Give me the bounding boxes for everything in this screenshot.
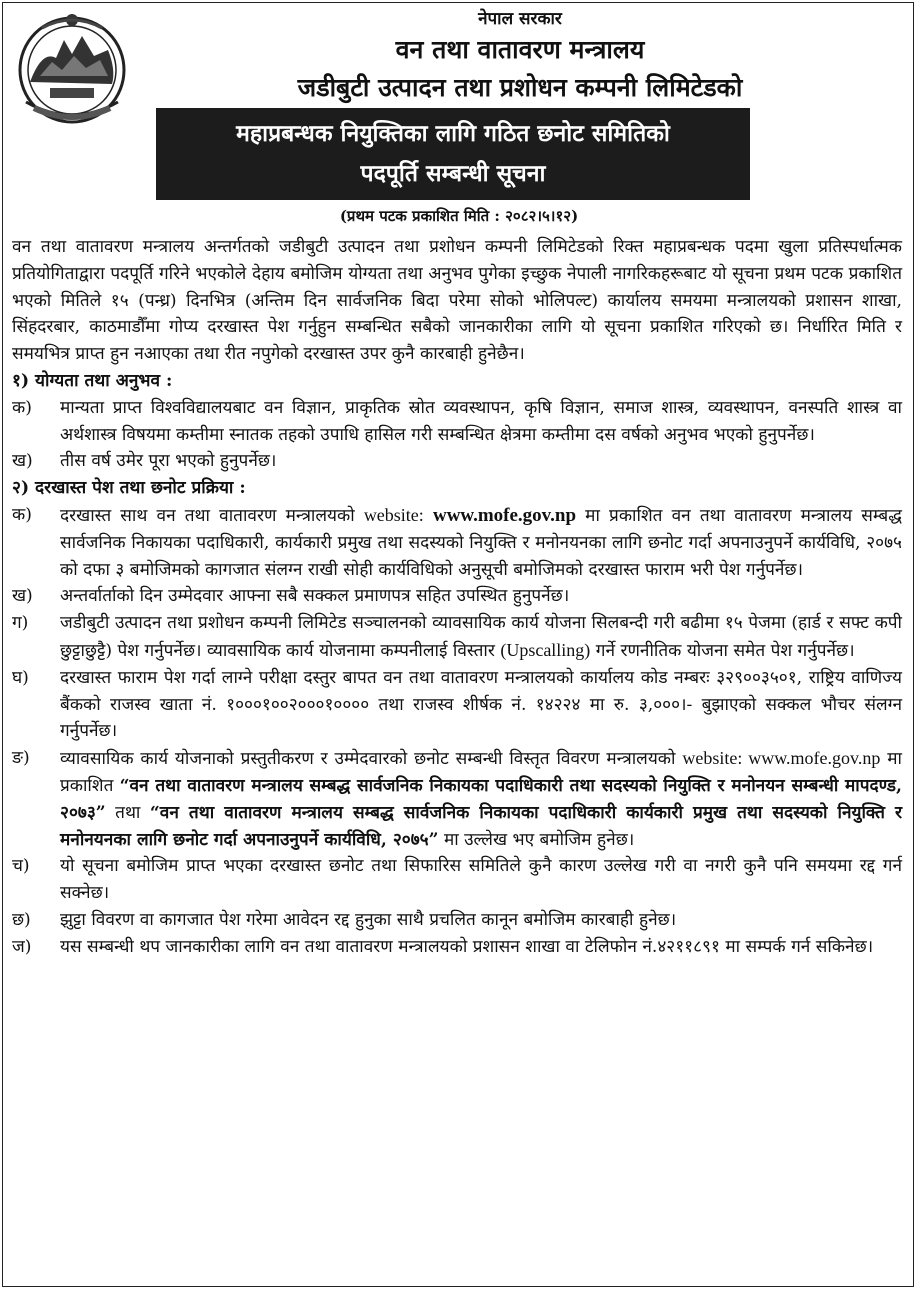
published-date: (प्रथम पटक प्रकाशित मिति : २०८२।५।१२) [339, 207, 579, 225]
notice-title-line2: पदपूर्ति सम्बन्धी सूचना [360, 160, 546, 187]
list-item [12, 448, 902, 475]
item-text: दरखास्त फाराम पेश गर्दा लाग्ने परीक्षा दस्तुर बापत वन तथा वातावरण मन्त्रालयको कार्यालय कोड नम्बरः ३२९००३५०१, राष्ट्रिय वाणिज्य बैंकको राजस्व खाता नं. १०००१००२०००१०००० तथा राजस्व शीर्षक नं. १४२२४ मा रु. ३,०००।- बुझाएको सक्कल भौचर संलग्न गर्नुपर्नेछ। [60, 667, 902, 742]
item-text: मा उल्लेख भए बमोजिम हुनेछ। [438, 829, 635, 850]
item-text: अन्तर्वार्ताको दिन उम्मेदवार आफ्ना सबै सक्कल प्रमाणपत्र सहित उपस्थित हुनुपर्नेछ। [60, 586, 570, 607]
list-item [12, 745, 902, 853]
intro-paragraph: वन तथा वातावरण मन्त्रालय अन्तर्गतको जडीबुटी उत्पादन तथा प्रशोधन कम्पनी लिमिटेडको रिक्त महाप्रबन्धक पदमा खुला प्रतिस्पर्धात्मक प्रतियोगिताद्वारा पदपूर्ति गरिने भएकोले देहाय बमोजिम योग्यता तथा अनुभव पुगेका इच्छुक नेपाली नागरिकहरूबाट यो सूचना प्रथम पटक प्रकाशित भएको मितिले १५ (पन्ध्र) दिनभित्र (अन्तिम दिन सार्वजनिक बिदा परेमा सोको भोलिपल्ट) कार्यालय समयमा मन्त्रालयको प्रशासन शाखा, सिंहदरबार, काठमाडौँमा गोप्य दरखास्त पेश गर्नुहुन सम्बन्धित सबैको जानकारीका लागि यो सूचना प्रकाशित गरिएको छ। निर्धारित मिति र समयभित्र प्राप्त हुन नआएका तथा रीत नपुगेको दरखास्त उपर कुनै कारबाही हुनेछैन। [12, 237, 902, 365]
website-word: website: [363, 504, 424, 525]
list-item [12, 853, 902, 907]
item-label: छ) [12, 909, 31, 930]
item-label: घ) [12, 667, 29, 688]
notice-body [12, 234, 902, 961]
item-label: ङ) [12, 748, 30, 769]
item-label: च) [12, 856, 30, 877]
item-text: यस सम्बन्धी थप जानकारीका लागि वन तथा वातावरण मन्त्रालयको प्रशासन शाखा वा टेलिफोन नं.४२११८९१ मा सम्पर्क गर्न सकिनेछ। [60, 936, 874, 957]
item-text: मा प्रकाशित वन तथा वातावरण मन्त्रालय सम्बद्ध सार्वजनिक निकायका पदाधिकारी, कार्यकारी प्रमुख तथा सदस्यको नियुक्ति र मनोनयनका लागि छनोट गर्दा अपनाउनुपर्ने कार्यविधि, २०७५ को दफा ३ बमोजिमको कागजात संलग्न राखी सोही कार्यविधिको अनुसूची बमोजिमको दरखास्त फाराम भरी पेश गर्नुपर्नेछ। [60, 505, 902, 580]
item-label: क) [12, 397, 32, 418]
item-label: ख) [12, 586, 33, 607]
notice-title-box [156, 108, 750, 200]
list-item [12, 502, 902, 583]
section-qualification-heading: १) योग्यता तथा अनुभव : [12, 370, 173, 391]
ministry-name: वन तथा वातावरण मन्त्रालय [395, 35, 645, 64]
item-text: झुट्टा विवरण वा कागजात पेश गरेमा आवेदन रद्द हुनुका साथै प्रचलित कानून बमोजिम कारबाही हुनेछ। [60, 909, 677, 930]
list-item [12, 665, 902, 745]
item-text: तीस वर्ष उमेर पूरा भएको हुनुपर्नेछ। [60, 451, 277, 472]
list-item [12, 395, 902, 449]
item-text: व्यावसायिक कार्य योजनाको प्रस्तुतीकरण र उम्मेदवारको छनोट सम्बन्धी विस्तृत विवरण मन्त्रालयको [60, 749, 683, 770]
item-text: मान्यता प्राप्त विश्वविद्यालयबाट वन विज्ञान, प्राकृतिक स्रोत व्यवस्थापन, कृषि विज्ञान, समाज शास्त्र, व्यवस्थापन, वनस्पति शास्त्र वा अर्थशास्त्र विषयमा कम्तीमा स्नातक तहको उपाधि हासिल गरी सम्बन्धित क्षेत्रमा कम्तीमा दस वर्षको अनुभव भएको हुनुपर्नेछ। [60, 397, 902, 445]
item-text: मा प्रकाशित [60, 749, 902, 796]
list-item [12, 583, 902, 610]
notice-title-line1: महाप्रबन्धक नियुक्तिका लागि गठित छनोट समितिको [236, 120, 670, 147]
item-label: ख) [12, 451, 33, 472]
company-name: जडीबुटी उत्पादन तथा प्रशोधन कम्पनी लिमिटेडको [297, 73, 743, 102]
item-text: दरखास्त साथ वन तथा वातावरण मन्त्रालयको [60, 505, 364, 526]
government-name: नेपाल सरकार [478, 9, 562, 29]
list-item [12, 610, 902, 665]
item-text: जडीबुटी उत्पादन तथा प्रशोधन कम्पनी लिमिटेड सञ्चालनको व्यावसायिक कार्य योजना सिलबन्दी गरी बढीमा १५ पेजमा (हार्ड र सफ्ट कपी छुट्टाछुट्टै) पेश गर्नुपर्नेछ। व्यावसायिक कार्य योजनामा कम्पनीलाई विस्तार [60, 613, 902, 661]
item-text: गर्ने रणनीतिक योजना समेत पेश गर्नुपर्नेछ। [590, 640, 855, 661]
nepal-government-emblem-icon [12, 10, 132, 132]
item-label: ज) [12, 936, 32, 957]
website-link[interactable]: website: www.mofe.gov.np [682, 748, 881, 769]
section-application-heading: २) दरखास्त पेश तथा छनोट प्रक्रिया : [12, 478, 246, 499]
item-label: ग) [12, 613, 29, 634]
item-label: क) [12, 504, 32, 525]
list-item [12, 934, 902, 961]
item-text: तथा [105, 802, 150, 823]
list-item [12, 907, 902, 934]
item-text: यो सूचना बमोजिम प्राप्त भएका दरखास्त छनोट तथा सिफारिस समितिले कुनै कारण उल्लेख गरी वा नगरी कुनै पनि समयमा रद्द गर्न सक्नेछ। [60, 856, 902, 904]
upscalling-term: (Upscalling) [500, 639, 591, 660]
website-link[interactable]: www.mofe.gov.np [432, 504, 577, 526]
guideline-title: “वन तथा वातावरण मन्त्रालय सम्बद्ध सार्वजनिक निकायका पदाधिकारी तथा सदस्यको नियुक्ति र मनोनयन सम्बन्धी मापदण्ड, २०७३” [60, 775, 902, 823]
procedure-title: “वन तथा वातावरण मन्त्रालय सम्बद्ध सार्वजनिक निकायका पदाधिकारी कार्यकारी प्रमुख तथा सदस्यको नियुक्ति र मनोनयनका लागि छनोट गर्दा अपनाउनुपर्ने कार्यविधि, २०७५” [60, 802, 902, 850]
